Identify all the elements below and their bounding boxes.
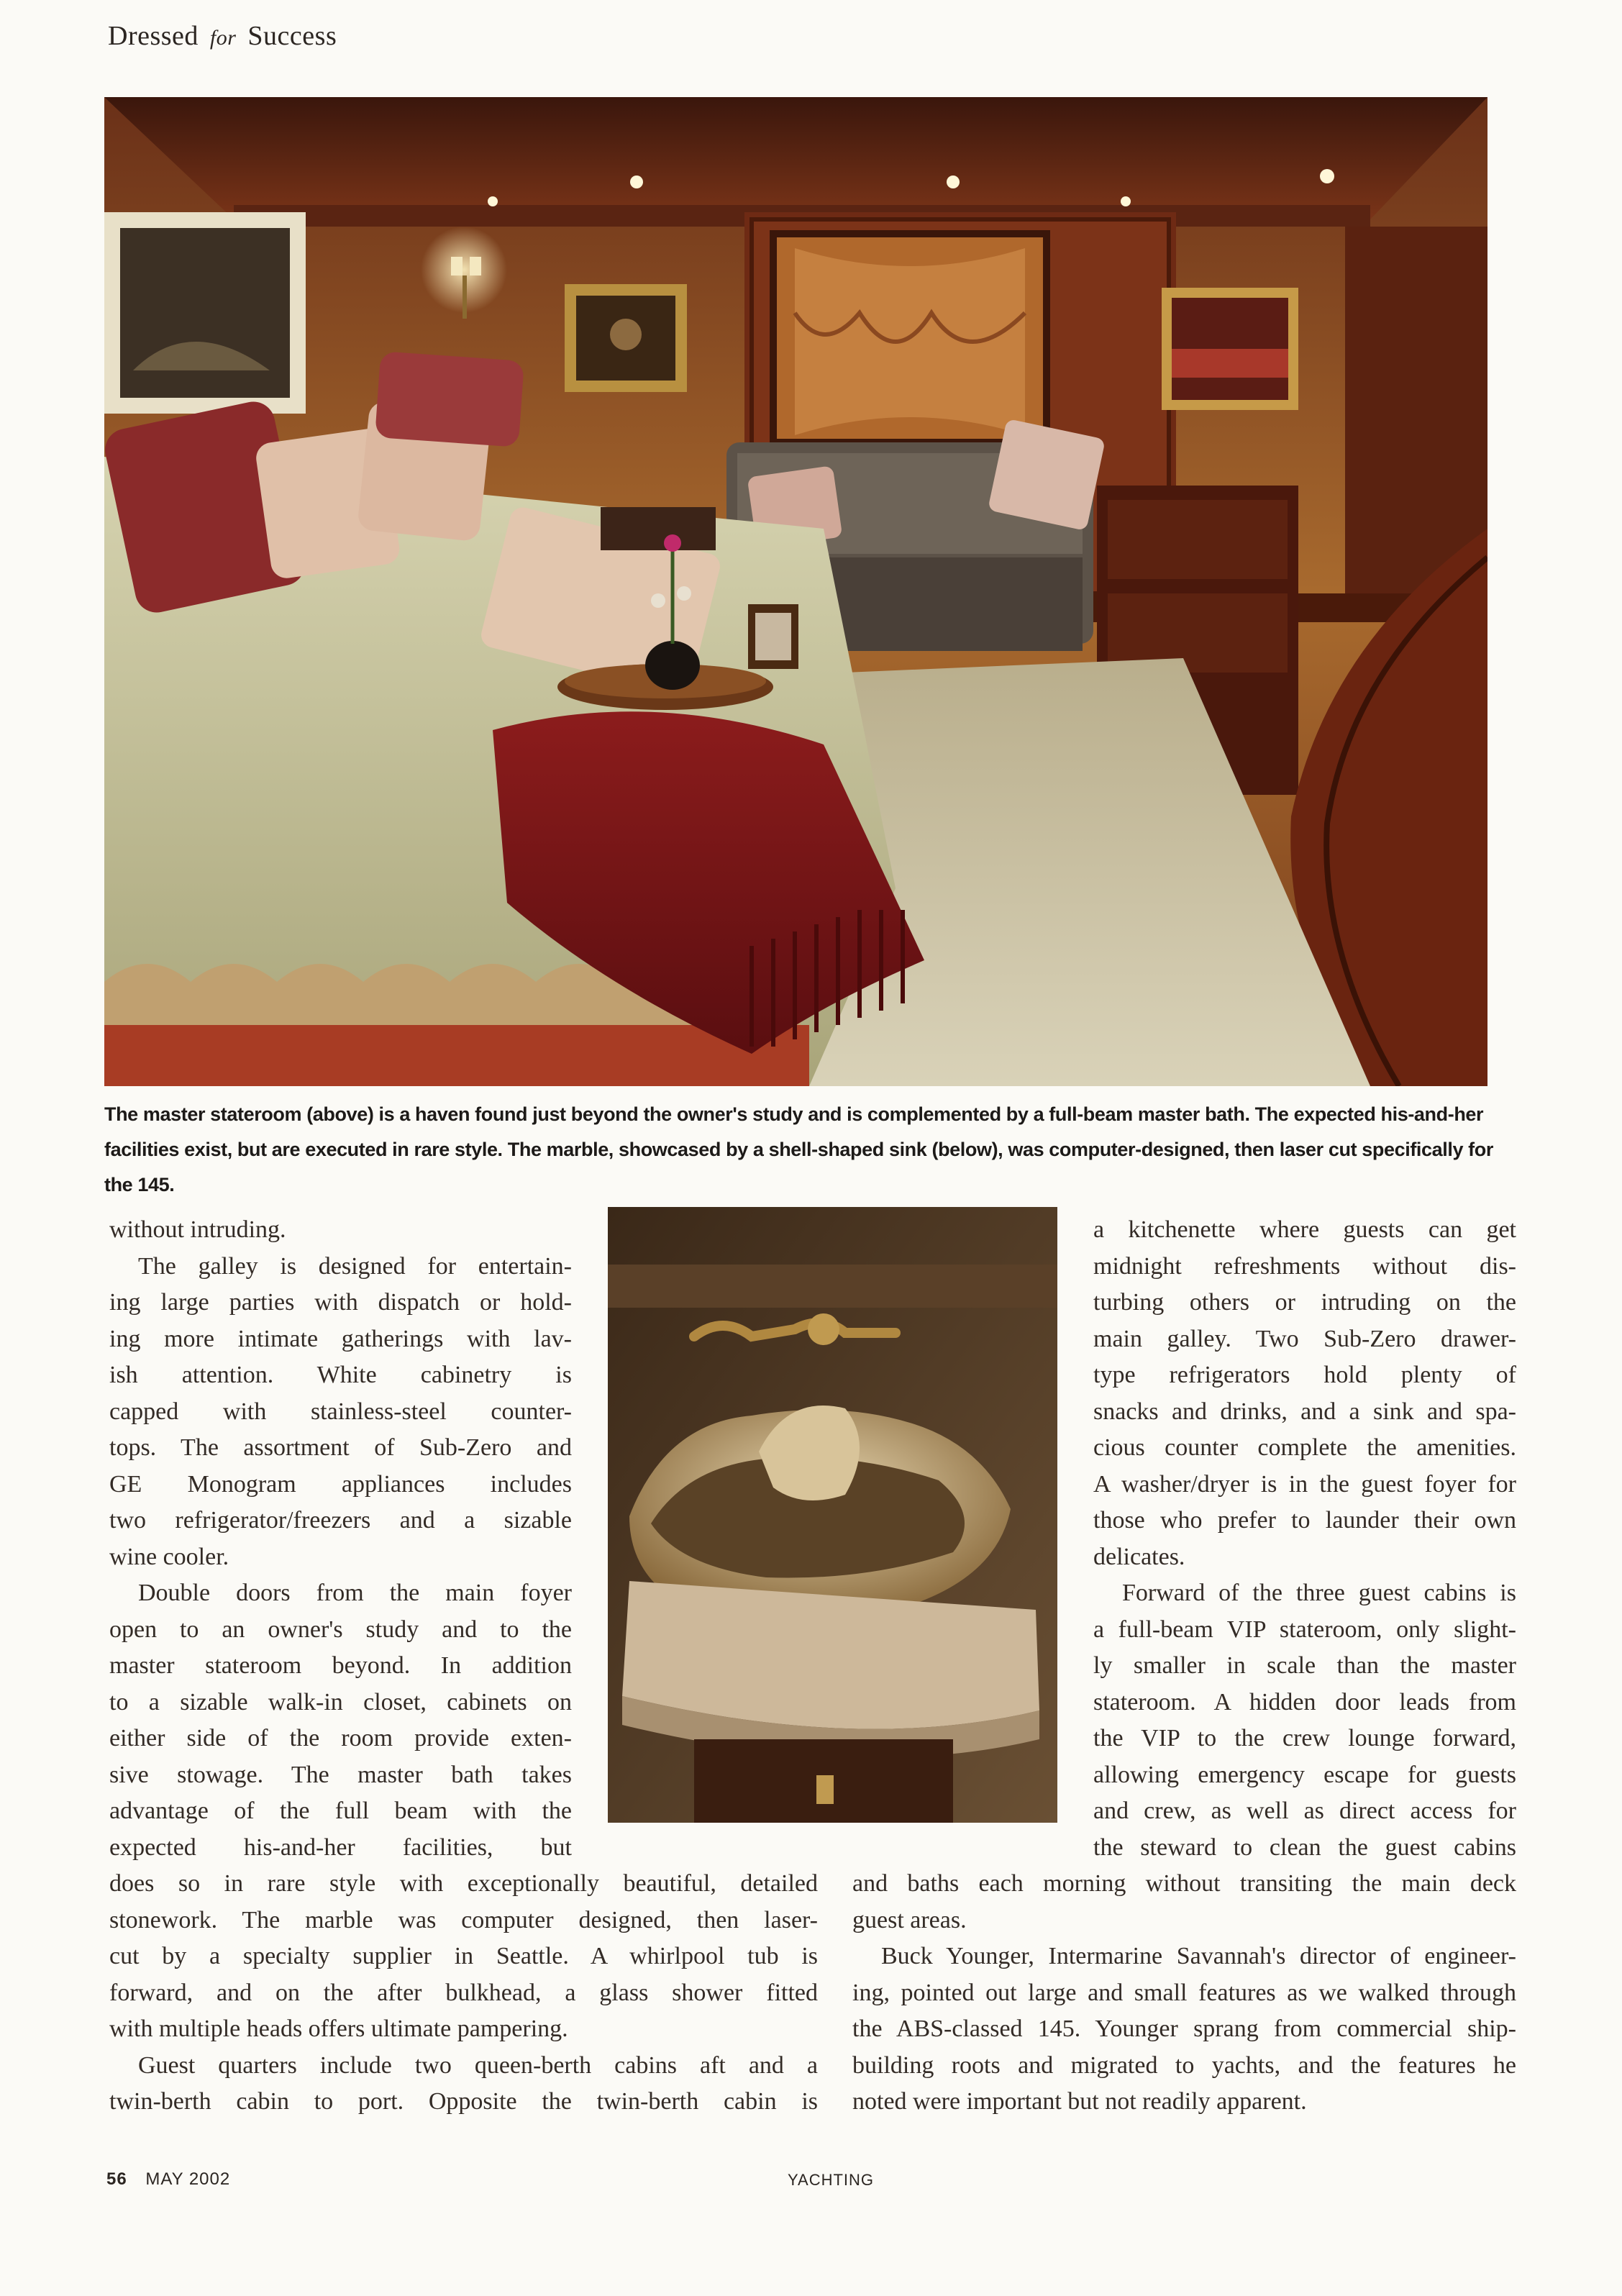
col1-line-8: two refrigerator/freezers and a sizable xyxy=(109,1507,572,1534)
shell-sink-photo xyxy=(608,1207,1057,1823)
col1-line-1: The galley is designed for entertain- xyxy=(138,1252,572,1280)
col2-line-17: the steward to clean the guest cabins xyxy=(1093,1833,1516,1861)
col2-line-1: midnight refreshments without dis- xyxy=(1093,1252,1516,1280)
col1-line-2: ing large parties with dispatch or hold- xyxy=(109,1289,572,1316)
col1-line-9: wine cooler. xyxy=(109,1543,229,1570)
col1-line-0: without intruding. xyxy=(109,1216,286,1243)
stateroom-illustration xyxy=(104,97,1487,1086)
col2-full-line-4: the ABS-classed 145. Younger sprang from commercial ship- xyxy=(852,2015,1516,2042)
col2-line-16: and crew, as well as direct access for xyxy=(1093,1798,1516,1824)
running-head-dressed: Dressed xyxy=(108,21,199,51)
col2-full-line-6: noted were important but not readily apparent. xyxy=(852,2088,1307,2115)
col2-line-4: type refrigerators hold plenty of xyxy=(1093,1362,1516,1388)
col1-full-line-0: does so in rare style with exceptionally beautiful, detailed xyxy=(109,1870,818,1897)
col1-line-5: capped with stainless-steel counter- xyxy=(109,1398,572,1425)
column-2-wide xyxy=(852,1866,1516,2120)
col1-line-6: tops. The assortment of Sub-Zero and xyxy=(109,1434,572,1461)
col1-full-line-3: forward, and on the after bulkhead, a glass shower fitted xyxy=(109,1979,818,2006)
col2-full-line-1: guest areas. xyxy=(852,1906,967,1933)
col1-line-14: either side of the room provide exten- xyxy=(109,1725,572,1751)
column-1-narrow xyxy=(109,1212,572,1866)
column-2-narrow xyxy=(1093,1212,1516,1866)
col2-line-8: those who prefer to launder their own xyxy=(1093,1507,1516,1534)
running-head xyxy=(108,20,337,52)
col1-line-3: ing more intimate gatherings with lav- xyxy=(109,1325,572,1352)
col2-line-9: delicates. xyxy=(1093,1543,1185,1570)
page-footer xyxy=(106,2169,230,2190)
photo-caption: The master stateroom (above) is a haven found just beyond the owner's study and is complemented by a full-beam master bath. The expected his-and-her facilities exist, but are executed in rare style. The marble, showcased by a shell-shaped sink (below), was computer-designed, then laser cut specifically for the 145. xyxy=(104,1103,1493,1195)
col2-line-6: cious counter complete the amenities. xyxy=(1093,1434,1516,1461)
col2-full-line-3: ing, pointed out large and small features as we walked through xyxy=(852,1979,1516,2006)
col2-line-10: Forward of the three guest cabins is xyxy=(1122,1580,1516,1606)
col2-line-15: allowing emergency escape for guests xyxy=(1093,1761,1516,1788)
issue-date: MAY 2002 xyxy=(145,2169,231,2189)
col2-full-line-0: and baths each morning without transiting the main deck xyxy=(852,1870,1516,1897)
sink-illustration xyxy=(608,1207,1057,1823)
col1-line-15: sive stowage. The master bath takes xyxy=(109,1761,572,1788)
master-stateroom-photo xyxy=(104,97,1487,1086)
col1-full-line-2: cut by a specialty supplier in Seattle. A whirlpool tub is xyxy=(109,1943,818,1969)
col2-line-11: a full-beam VIP stateroom, only slight- xyxy=(1093,1616,1516,1643)
col2-full-line-2: Buck Younger, Intermarine Savannah's director of engineer- xyxy=(881,1943,1516,1969)
col2-line-0: a kitchenette where guests can get xyxy=(1093,1216,1516,1243)
col2-line-5: snacks and drinks, and a sink and spa- xyxy=(1093,1398,1516,1425)
col1-line-13: to a sizable walk-in closet, cabinets on xyxy=(109,1688,572,1716)
running-head-for: for xyxy=(209,26,237,50)
col2-line-3: main galley. Two Sub-Zero drawer- xyxy=(1093,1325,1516,1352)
running-head-success: Success xyxy=(247,21,337,51)
col2-line-14: the VIP to the crew lounge forward, xyxy=(1093,1725,1516,1751)
col2-line-2: turbing others or intruding on the xyxy=(1093,1289,1516,1316)
col1-line-7: GE Monogram appliances includes xyxy=(109,1470,572,1498)
magazine-name: YACHTING xyxy=(788,2171,875,2189)
col1-full-line-6: twin-berth cabin to port. Opposite the twin-berth cabin is xyxy=(109,2088,818,2115)
col2-full-line-5: building roots and migrated to yachts, and the features he xyxy=(852,2051,1516,2079)
col1-full-line-5: Guest quarters include two queen-berth cabins aft and a xyxy=(138,2051,818,2079)
col1-line-12: master stateroom beyond. In addition xyxy=(109,1652,572,1679)
col1-line-11: open to an owner's study and to the xyxy=(109,1616,572,1643)
column-1-wide xyxy=(109,1866,818,2120)
page-number: 56 xyxy=(106,2169,127,2189)
col1-line-10: Double doors from the main foyer xyxy=(138,1580,572,1606)
col1-line-16: advantage of the full beam with the xyxy=(109,1798,572,1824)
col1-full-line-4: with multiple heads offers ultimate pampering. xyxy=(109,2015,568,2042)
col1-full-line-1: stonework. The marble was computer designed, then laser- xyxy=(109,1906,818,1933)
col1-line-17: expected his-and-her facilities, but xyxy=(109,1833,572,1861)
col1-line-4: ish attention. White cabinetry is xyxy=(109,1362,572,1388)
col2-line-7: A washer/dryer is in the guest foyer for xyxy=(1093,1470,1516,1498)
col2-line-13: stateroom. A hidden door leads from xyxy=(1093,1688,1516,1716)
col2-line-12: ly smaller in scale than the master xyxy=(1093,1652,1516,1679)
